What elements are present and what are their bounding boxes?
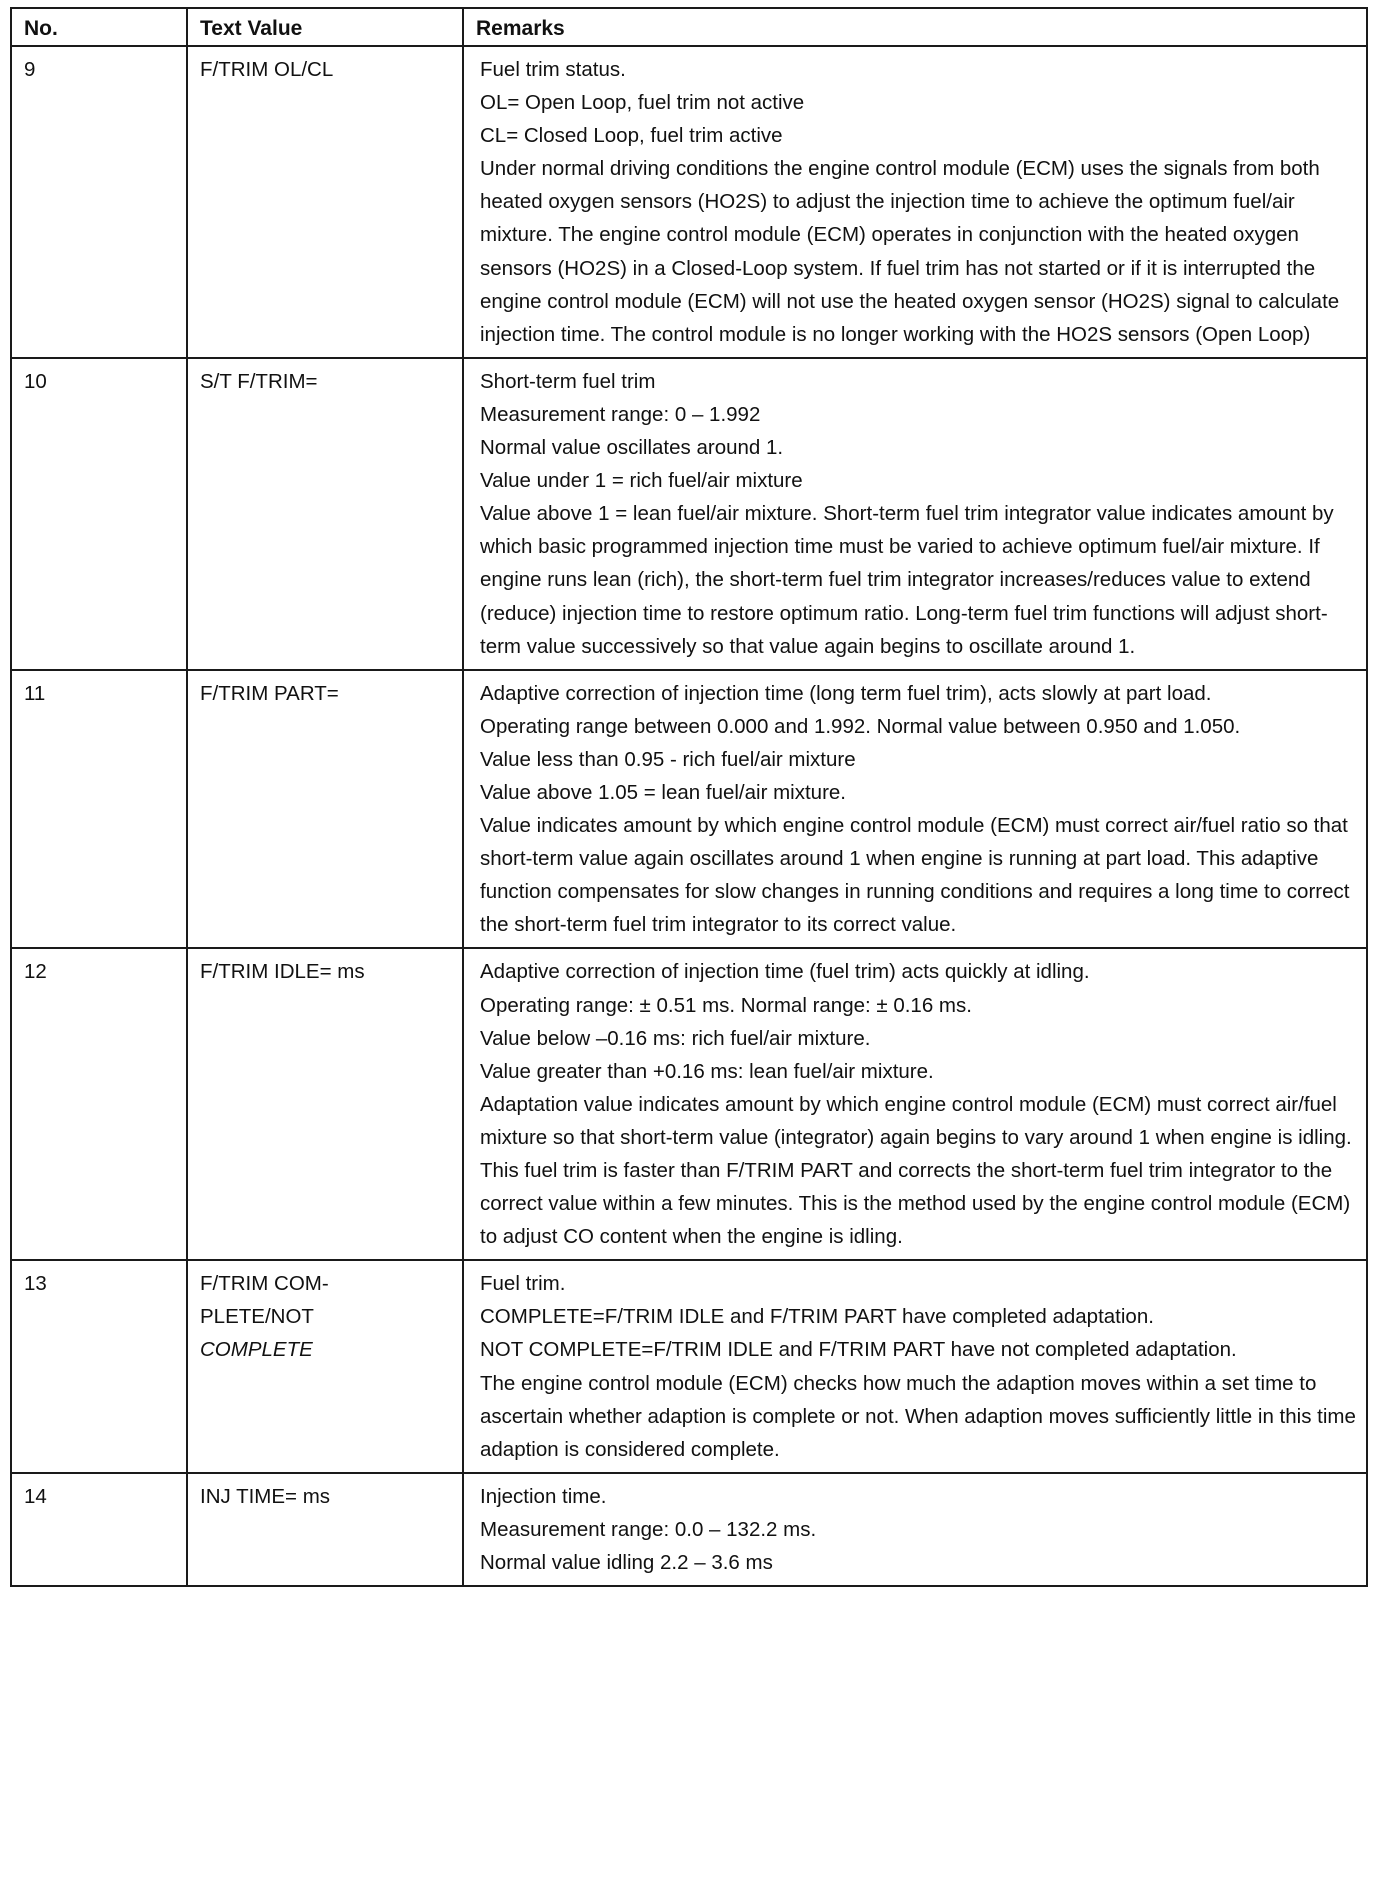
remark-line: Value above 1.05 = lean fuel/air mixture. (480, 780, 846, 804)
remark-line: CL= Closed Loop, fuel trim active (480, 124, 783, 148)
remark-line: The engine control module (ECM) checks how much the adaption moves within a set time to ascertain whether adaption is complete or not. When adaption moves sufficiently little in this time adaption is considered complete. (480, 1371, 1356, 1461)
remark-line: Fuel trim. (480, 1272, 566, 1296)
remark-line: Fuel trim status. (480, 58, 626, 81)
remark-line: Under normal driving conditions the engine control module (ECM) uses the signals from both heated oxygen sensors (HO2S) to adjust the injection time to achieve the optimum fuel/air mixture. The engine control module (ECM) operates in conjunction with the heated oxygen sensors (HO2S) in a Closed-Loop system. If fuel trim has not started or if it is interrupted the engine control module (ECM) will not use the heated oxygen sensor (HO2S) signal to calculate injection time. The control module is no longer working with the HO2S sensors (Open Loop) (480, 157, 1340, 346)
table-row (11, 46, 1367, 358)
text-value-line: F/TRIM PART= (200, 681, 339, 705)
remark-line: Normal value idling 2.2 – 3.6 ms (480, 1551, 773, 1575)
cell-remarks (463, 948, 1367, 1260)
text-value-line: COMPLETE (200, 1338, 313, 1362)
remark-line: NOT COMPLETE=F/TRIM IDLE and F/TRIM PART have not completed adaptation. (480, 1338, 1237, 1362)
cell-text-value (187, 948, 463, 1260)
remark-line: Normal value oscillates around 1. (480, 436, 784, 460)
header-row (11, 8, 1367, 46)
parameter-table (10, 7, 1368, 1587)
remark-line: Value above 1 = lean fuel/air mixture. Short-term fuel trim integrator value indicates amount by which basic programmed injection time must be varied to achieve optimum fuel/air mixture. If engine runs lean (rich), the short-term fuel trim integrator increases/reduces value to extend (reduce) injection time to restore optimum ratio. Long-term fuel trim functions will adjust short-term value successively so that value again begins to oscillate around 1. (480, 502, 1334, 658)
table-row (11, 358, 1367, 670)
cell-no: 13 (11, 1260, 187, 1473)
cell-no: 12 (11, 948, 187, 1260)
remark-line: Measurement range: 0 – 1.992 (480, 402, 761, 426)
cell-text-value (187, 670, 463, 949)
text-value-line: S/T F/TRIM= (200, 369, 318, 393)
remark-line: Operating range: ± 0.51 ms. Normal range: ± 0.16 ms. (480, 993, 972, 1017)
text-value-line: INJ TIME= ms (200, 1484, 331, 1508)
table-row (11, 1260, 1367, 1473)
cell-text-value (187, 46, 463, 358)
table-row (11, 948, 1367, 1260)
remark-line: Measurement range: 0.0 – 132.2 ms. (480, 1517, 817, 1541)
remark-line: Adaptive correction of injection time (long term fuel trim), acts slowly at part load. (480, 681, 1212, 705)
remark-line: Value below –0.16 ms: rich fuel/air mixture. (480, 1026, 871, 1050)
header-remarks: Remarks (463, 8, 1367, 46)
remark-line: Operating range between 0.000 and 1.992. Normal value between 0.950 and 1.050. (480, 714, 1241, 738)
text-value-line: F/TRIM IDLE= ms (200, 960, 365, 984)
cell-remarks (463, 1260, 1367, 1473)
remark-line: COMPLETE=F/TRIM IDLE and F/TRIM PART have completed adaptation. (480, 1305, 1154, 1329)
table-header (11, 8, 1367, 46)
text-value-line: F/TRIM COM- (200, 1272, 329, 1296)
cell-no: 9 (11, 46, 187, 358)
cell-no: 14 (11, 1473, 187, 1586)
table-row (11, 670, 1367, 949)
cell-remarks (463, 358, 1367, 670)
remark-line: Adaptive correction of injection time (fuel trim) acts quickly at idling. (480, 960, 1090, 984)
remark-line: Adaptation value indicates amount by which engine control module (ECM) must correct air/fuel mixture so that short-term value (integrator) again begins to vary around 1 when engine is idling. This fuel trim is faster than F/TRIM PART and corrects the short-term fuel trim integrator to the correct value within a few minutes. This is the method used by the engine control module (ECM) to adjust CO content when the engine is idling. (480, 1092, 1352, 1249)
cell-remarks (463, 1473, 1367, 1586)
remark-line: Value greater than +0.16 ms: lean fuel/air mixture. (480, 1059, 934, 1083)
cell-text-value (187, 358, 463, 670)
header-text-value: Text Value (187, 8, 463, 46)
table-row (11, 1473, 1367, 1586)
cell-text-value (187, 1260, 463, 1473)
remark-line: OL= Open Loop, fuel trim not active (480, 91, 805, 115)
text-value-line: PLETE/NOT (200, 1305, 314, 1329)
cell-text-value (187, 1473, 463, 1586)
cell-no: 10 (11, 358, 187, 670)
cell-remarks (463, 670, 1367, 949)
header-no: No. (11, 8, 187, 46)
remark-line: Short-term fuel trim (480, 369, 656, 393)
remark-line: Value under 1 = rich fuel/air mixture (480, 469, 803, 493)
cell-no: 11 (11, 670, 187, 949)
remark-line: Value indicates amount by which engine control module (ECM) must correct air/fuel ratio so that short-term value again oscillates around 1 when engine is running at part load. This adaptive function compensates for slow changes in running conditions and requires a long time to correct the short-term fuel trim integrator to its correct value. (480, 814, 1350, 937)
remark-line: Value less than 0.95 - rich fuel/air mixture (480, 747, 856, 771)
cell-remarks (463, 46, 1367, 358)
text-value-line: F/TRIM OL/CL (200, 58, 334, 81)
remark-line: Injection time. (480, 1484, 607, 1508)
